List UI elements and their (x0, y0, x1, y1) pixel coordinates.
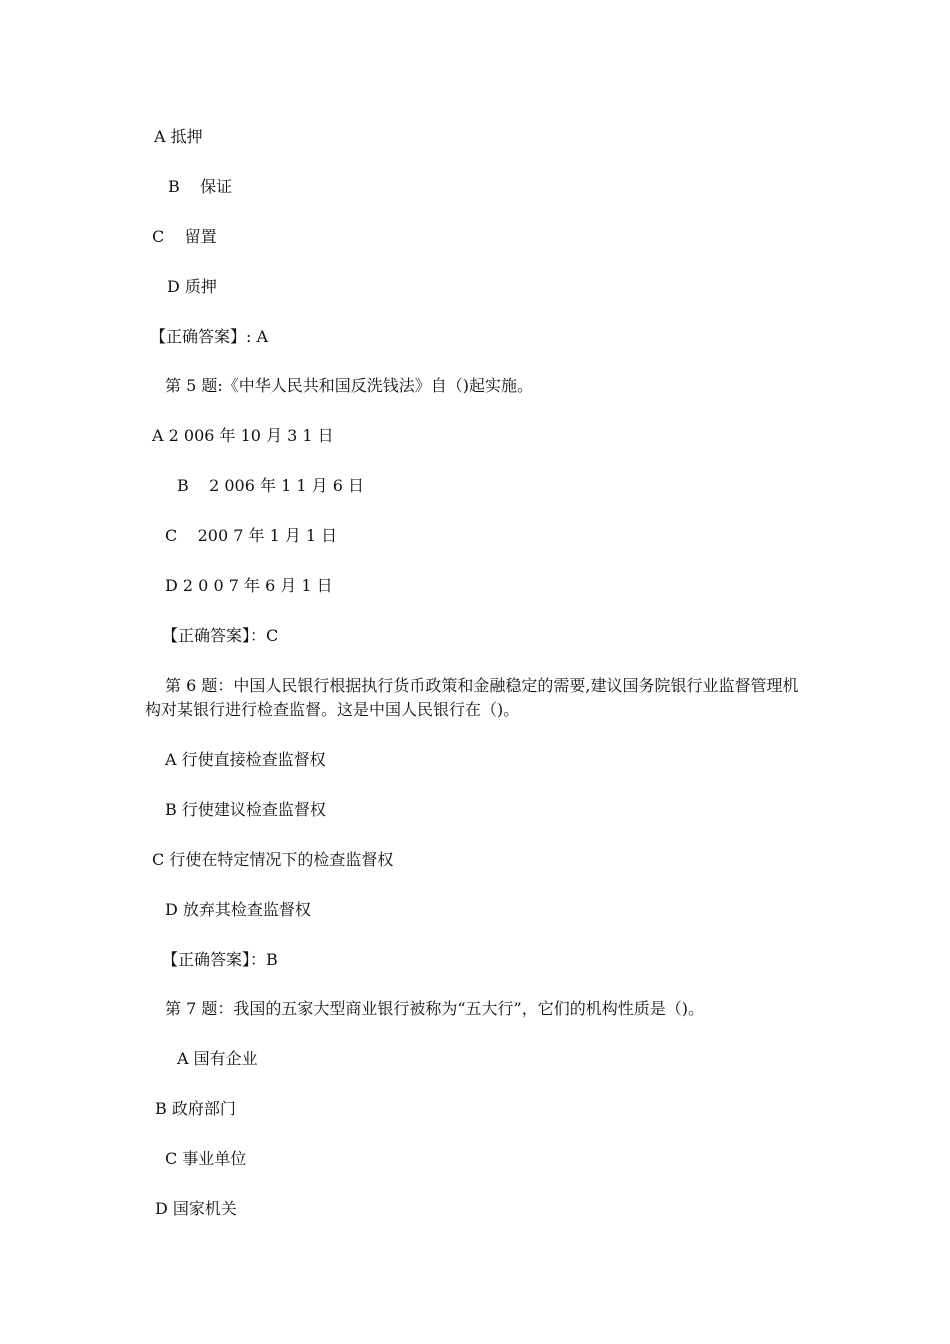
q4-option-c: C 留置 (152, 227, 217, 246)
q5-option-a: A 2 006 年 10 月 3 1 日 (152, 426, 334, 445)
q5-correct-answer: 【正确答案】：C (162, 626, 279, 645)
q4-option-d: D 质押 (167, 277, 217, 296)
q6-option-c: C 行使在特定情况下的检查监督权 (152, 850, 394, 869)
q5-question: 第 5 题:《中华人民共和国反洗钱法》自（)起实施。 (165, 376, 533, 395)
q5-option-b: B 2 006 年 1 1 月 6 日 (177, 476, 364, 495)
q7-question: 第 7 题：我国的五家大型商业银行被称为“五大行”，它们的机构性质是（)。 (165, 999, 704, 1018)
q7-option-a: A 国有企业 (177, 1049, 258, 1068)
q6-correct-answer: 【正确答案】：B (162, 950, 278, 969)
q4-option-a: A 抵押 (154, 127, 203, 146)
q7-option-b: B 政府部门 (155, 1099, 236, 1118)
q6-option-d: D 放弃其检查监督权 (165, 900, 311, 919)
q4-correct-answer: 【正确答案】: A (150, 327, 269, 346)
q6-question: 第 6 题：中国人民银行根据执行货币政策和金融稳定的需要,建议国务院银行业监督管理机构对某银行进行检查监督。这是中国人民银行在（)。 (145, 676, 799, 719)
q5-option-d: D 2 0 0 7 年 6 月 1 日 (165, 576, 333, 595)
q6-option-a: A 行使直接检查监督权 (165, 750, 326, 769)
q7-option-d: D 国家机关 (155, 1199, 237, 1218)
q7-option-c: C 事业单位 (165, 1149, 247, 1168)
q5-option-c: C 200 7 年 1 月 1 日 (165, 526, 338, 545)
q6-option-b: B 行使建议检查监督权 (165, 800, 326, 819)
q4-option-b: B 保证 (168, 177, 233, 196)
